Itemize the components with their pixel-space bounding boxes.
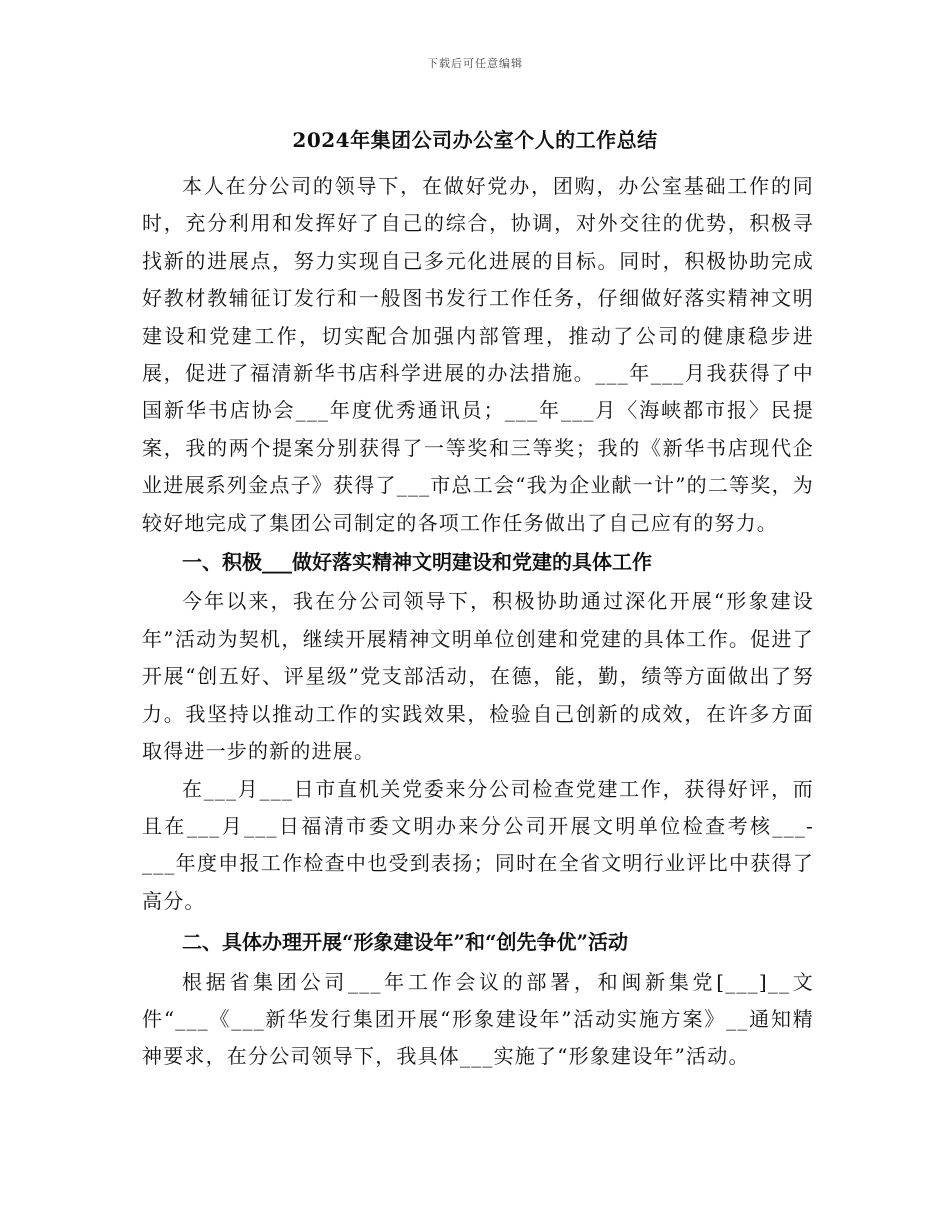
section-heading-1: 一、积极___做好落实精神文明建设和党建的具体工作 bbox=[182, 550, 652, 575]
paragraph-section-1-detail: 在___月___日市直机关党委来分公司检查党建工作，获得好评，而且在___月___日福清市委文明办来分公司开展文明单位检查考核___-___年度申报工作检查中也受到表扬；同时在全省文明行业评比中获得了高分。 bbox=[142, 776, 814, 913]
header-note: 下载后可任意编辑 bbox=[427, 57, 523, 70]
document-body bbox=[142, 168, 814, 1076]
paragraph-section-2: 根据省集团公司___年工作会议的部署，和闽新集党[___]__文件“___《___新华发行集团开展“形象建设年”活动实施方案》__通知精神要求，在分公司领导下，我具体___实施了“形象建设年”活动。 bbox=[142, 969, 814, 1069]
section-heading-2: 二、具体办理开展“形象建设年”和“创先争优”活动 bbox=[182, 930, 629, 955]
paragraph-intro: 本人在分公司的领导下，在做好党办，团购，办公室基础工作的同时，充分利用和发挥好了自己的综合，协调，对外交往的优势，积极寻找新的进展点，努力实现自己多元化进展的目标。同时，积极协助完成好教材教辅征订发行和一般图书发行工作任务，仔细做好落实精神文明建设和党建工作，切实配合加强内部管理，推动了公司的健康稳步进展，促进了福清新华书店科学进展的办法措施。___年___月我获得了中国新华书店协会___年度优秀通讯员；___年___月〈海峡都市报〉民提案，我的两个提案分别获得了一等奖和三等奖；我的《新华书店现代企业进展系列金点子》获得了___市总工会“我为企业献一计”的二等奖，为较好地完成了集团公司制定的各项工作任务做出了自己应有的努力。 bbox=[142, 174, 814, 535]
document-title: 2024年集团公司办公室个人的工作总结 bbox=[292, 128, 658, 152]
paragraph-section-1: 今年以来，我在分公司领导下，积极协助通过深化开展“形象建设年”活动为契机，继续开展精神文明单位创建和党建的具体工作。促进了开展“创五好、评星级”党支部活动，在德，能，勤，绩等方面做出了努力。我坚持以推动工作的实践效果，检验自己创新的成效，在许多方面取得进一步的新的进展。 bbox=[142, 589, 814, 764]
